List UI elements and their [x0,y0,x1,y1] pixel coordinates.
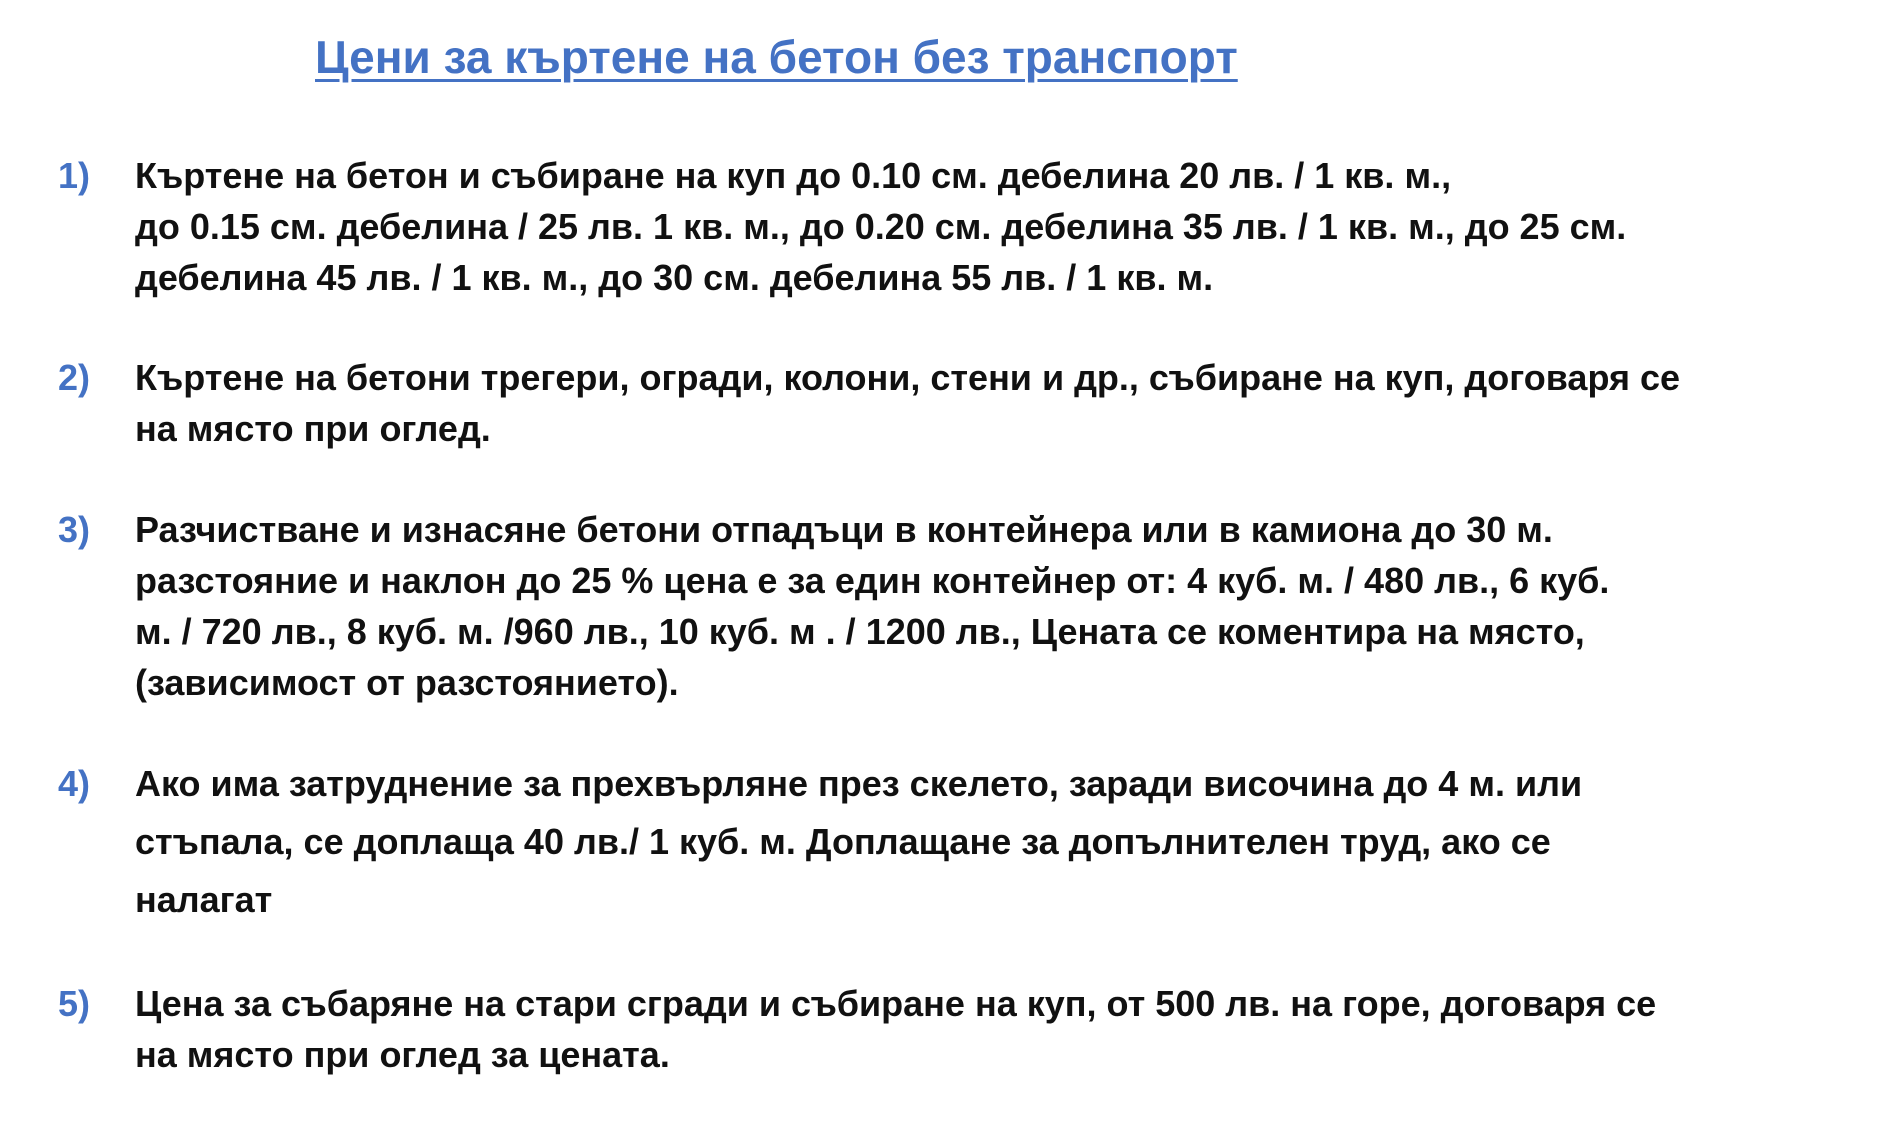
list-item-line: налагат [135,879,273,920]
list-item-number: 5) [58,983,91,1024]
list-item-line: разстояние и наклон до 25 % цена е за един контейнер от: 4 куб. м. / 480 лв., 6 куб. [135,560,1610,601]
list-item-text [135,978,1895,1080]
list-item-number: 4) [58,763,91,804]
list-item-text [135,755,1895,929]
list-item-line: стъпала, се доплаща 40 лв./ 1 куб. м. Доплащане за допълнителен труд, ако се [135,821,1551,862]
list-item-line: Цена за събаряне на стари сгради и събиране на куп, от 500 лв. на горе, договаря се [135,983,1657,1024]
list-item-line: дебелина 45 лв. / 1 кв. м., до 30 см. дебелина 55 лв. / 1 кв. м. [135,257,1214,298]
list-item-line: Къртене на бетон и събиране на куп до 0.10 см. дебелина 20 лв. / 1 кв. м., [135,155,1452,196]
list-item-number: 2) [58,357,91,398]
list-item-line: (зависимост от разстоянието). [135,662,679,703]
list-item-number: 1) [58,155,91,196]
list-item-text [135,504,1895,708]
list-item-text [135,150,1895,303]
list-item-line: м. / 720 лв., 8 куб. м. /960 лв., 10 куб. м . / 1200 лв., Цената се коментира на място, [135,611,1585,652]
list-item-line: Разчистване и изнасяне бетони отпадъци в контейнера или в камиона до 30 м. [135,509,1553,550]
list-item-line: на място при оглед за цената. [135,1034,670,1075]
list-item-line: на място при оглед. [135,408,491,449]
list-item-text [135,352,1895,454]
list-item-line: Ако има затруднение за прехвърляне през скелето, заради височина до 4 м. или [135,763,1583,804]
page-title: Цени за къртене на бетон без транспорт [315,31,1238,83]
list-item-number: 3) [58,509,91,550]
list-item-line: до 0.15 см. дебелина / 25 лв. 1 кв. м., до 0.20 см. дебелина 35 лв. / 1 кв. м., до 25 см. [135,206,1627,247]
list-item-line: Къртене на бетони трегери, огради, колони, стени и др., събиране на куп, договаря се [135,357,1681,398]
